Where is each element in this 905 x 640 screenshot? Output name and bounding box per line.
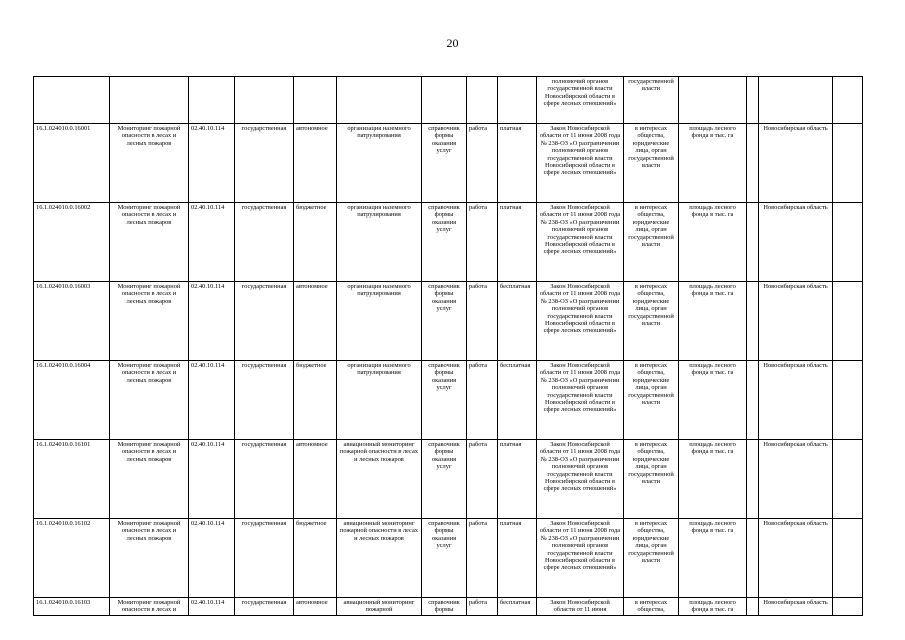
cell-empty (747, 282, 759, 361)
cell-legal-basis: полномочий органов государственной власти Новосибирской области в сфере лесных отношений» (537, 77, 624, 124)
cell-okved: 02.40.10.114 (189, 519, 235, 598)
cell-empty (747, 440, 759, 519)
cell-code: 16.1.024010.0.16001 (34, 124, 110, 203)
cell-service (110, 77, 189, 124)
cell-form: справочник формы оказания услуг (422, 519, 467, 598)
cell-institution-type: бюджетное (294, 203, 337, 282)
cell-indicator: площадь лесного фонда в тыс. га (679, 124, 747, 203)
table-row (34, 203, 863, 282)
cell-ownership: государственная (235, 282, 294, 361)
cell-ownership (235, 77, 294, 124)
cell-form: справочник формы оказания услуг (422, 440, 467, 519)
cell-ownership: государственная (235, 361, 294, 440)
cell-ownership: государственная (235, 598, 294, 616)
cell-empty (747, 598, 759, 616)
cell-okved: 02.40.10.114 (189, 440, 235, 519)
cell-legal-basis: Закон Новосибирской области от 11 июня 2008 года № 238-ОЗ «О разграничении полномочий органов государственной власти Новосибирской области в сфере лесных отношений» (537, 124, 624, 203)
cell-region: Новосибирская область (759, 598, 833, 616)
cell-legal-basis: Закон Новосибирской области от 11 июня 2008 года № 238-ОЗ «О разграничении полномочий органов государственной власти Новосибирской области в сфере лесных отношений» (537, 282, 624, 361)
cell-region: Новосибирская область (759, 124, 833, 203)
cell-institution-type: автономное (294, 598, 337, 616)
cell-okved: 02.40.10.114 (189, 361, 235, 440)
cell-code: 16.1.024010.0.16002 (34, 203, 110, 282)
cell-indicator: площадь лесного фонда в тыс. га (679, 203, 747, 282)
cell-payment: бесплатная (498, 598, 537, 616)
cell-okved: 02.40.10.114 (189, 282, 235, 361)
cell-empty (747, 519, 759, 598)
cell-service: Мониторинг пожарной опасности в лесах и лесных пожаров (110, 124, 189, 203)
cell-institution-type: автономное (294, 282, 337, 361)
cell-ownership: государственная (235, 440, 294, 519)
cell-form: справочник формы оказания услуг (422, 124, 467, 203)
cell-consumers: в интересах общества, юридические лица, орган государственной власти (624, 124, 679, 203)
cell-empty (833, 124, 863, 203)
cell-legal-basis: Закон Новосибирской области от 11 июня 2008 года № 238-ОЗ «О разграничении полномочий органов государственной власти Новосибирской области в сфере лесных отношений» (537, 440, 624, 519)
cell-okved: 02.40.10.114 (189, 598, 235, 616)
cell-region: Новосибирская область (759, 440, 833, 519)
cell-payment: платная (498, 203, 537, 282)
cell-service: Мониторинг пожарной опасности в лесах и лесных пожаров (110, 203, 189, 282)
cell-consumers: в интересах общества, (624, 598, 679, 616)
cell-code: 16.1.024010.0.16004 (34, 361, 110, 440)
cell-institution-type: автономное (294, 124, 337, 203)
table-row (34, 440, 863, 519)
cell-empty (833, 203, 863, 282)
cell-content: авиационный мониторинг пожарной (337, 598, 422, 616)
page-number: 20 (446, 36, 459, 50)
table-row (34, 124, 863, 203)
cell-ownership: государственная (235, 203, 294, 282)
cell-empty (833, 440, 863, 519)
cell-institution-type (294, 77, 337, 124)
cell-empty (747, 77, 759, 124)
cell-indicator: площадь лесного фонда в тыс. га (679, 598, 747, 616)
cell-content: организация наземного патрулирования (337, 361, 422, 440)
cell-empty (833, 282, 863, 361)
cell-legal-basis: Закон Новосибирской области от 11 июня (537, 598, 624, 616)
cell-form (422, 77, 467, 124)
cell-consumers: государственной власти (624, 77, 679, 124)
cell-payment (498, 77, 537, 124)
cell-content: организация наземного патрулирования (337, 282, 422, 361)
cell-payment: платная (498, 519, 537, 598)
cell-empty (833, 519, 863, 598)
cell-indicator: площадь лесного фонда в тыс. га (679, 519, 747, 598)
cell-content: авиационный мониторинг пожарной опасности в лесах и лесных пожаров (337, 440, 422, 519)
table-row (34, 519, 863, 598)
cell-service: Мониторинг пожарной опасности в лесах и лесных пожаров (110, 361, 189, 440)
cell-kind: работа (467, 519, 498, 598)
cell-kind: работа (467, 361, 498, 440)
cell-form: справочник формы оказания услуг (422, 361, 467, 440)
cell-ownership: государственная (235, 124, 294, 203)
cell-kind: работа (467, 124, 498, 203)
cell-content: организация наземного патрулирования (337, 124, 422, 203)
cell-institution-type: автономное (294, 440, 337, 519)
cell-ownership: государственная (235, 519, 294, 598)
cell-empty (833, 361, 863, 440)
cell-legal-basis: Закон Новосибирской области от 11 июня 2008 года № 238-ОЗ «О разграничении полномочий органов государственной власти Новосибирской области в сфере лесных отношений» (537, 203, 624, 282)
cell-code: 16.1.024010.0.16101 (34, 440, 110, 519)
cell-consumers: в интересах общества, юридические лица, орган государственной власти (624, 282, 679, 361)
cell-region: Новосибирская область (759, 519, 833, 598)
cell-legal-basis: Закон Новосибирской области от 11 июня 2008 года № 238-ОЗ «О разграничении полномочий органов государственной власти Новосибирской области в сфере лесных отношений» (537, 519, 624, 598)
table-row (34, 598, 863, 616)
cell-service: Мониторинг пожарной опасности в лесах и лесных пожаров (110, 440, 189, 519)
cell-region (759, 77, 833, 124)
table-row (34, 282, 863, 361)
cell-okved: 02.40.10.114 (189, 124, 235, 203)
cell-code: 16.1.024010.0.16003 (34, 282, 110, 361)
cell-indicator: площадь лесного фонда в тыс. га (679, 282, 747, 361)
cell-payment: платная (498, 440, 537, 519)
cell-payment: бесплатная (498, 361, 537, 440)
cell-indicator: площадь лесного фонда в тыс. га (679, 440, 747, 519)
cell-kind: работа (467, 440, 498, 519)
cell-empty (833, 598, 863, 616)
cell-form: справочник формы оказания услуг (422, 282, 467, 361)
cell-empty (747, 124, 759, 203)
cell-content (337, 77, 422, 124)
cell-indicator: площадь лесного фонда в тыс. га (679, 361, 747, 440)
cell-region: Новосибирская область (759, 203, 833, 282)
cell-consumers: в интересах общества, юридические лица, орган государственной власти (624, 361, 679, 440)
cell-consumers: в интересах общества, юридические лица, орган государственной власти (624, 203, 679, 282)
table-row-continuation (34, 77, 863, 124)
cell-institution-type: бюджетное (294, 361, 337, 440)
cell-empty (833, 77, 863, 124)
cell-form: справочник формы (422, 598, 467, 616)
cell-service: Мониторинг пожарной опасности в лесах и лесных пожаров (110, 519, 189, 598)
cell-payment: бесплатная (498, 282, 537, 361)
cell-kind (467, 77, 498, 124)
cell-indicator (679, 77, 747, 124)
cell-code: 16.1.024010.0.16102 (34, 519, 110, 598)
cell-kind: работа (467, 282, 498, 361)
services-table (33, 76, 863, 616)
cell-kind: работа (467, 598, 498, 616)
cell-payment: платная (498, 124, 537, 203)
cell-service: Мониторинг пожарной опасности в лесах и (110, 598, 189, 616)
cell-consumers: в интересах общества, юридические лица, орган государственной власти (624, 440, 679, 519)
cell-okved (189, 77, 235, 124)
cell-legal-basis: Закон Новосибирской области от 11 июня 2008 года № 238-ОЗ «О разграничении полномочий органов государственной власти Новосибирской области в сфере лесных отношений» (537, 361, 624, 440)
cell-content: организация наземного патрулирования (337, 203, 422, 282)
cell-institution-type: бюджетное (294, 519, 337, 598)
cell-code (34, 77, 110, 124)
cell-service: Мониторинг пожарной опасности в лесах и лесных пожаров (110, 282, 189, 361)
cell-empty (747, 361, 759, 440)
cell-code: 16.1.024010.0.16103 (34, 598, 110, 616)
cell-region: Новосибирская область (759, 282, 833, 361)
cell-empty (747, 203, 759, 282)
cell-kind: работа (467, 203, 498, 282)
cell-region: Новосибирская область (759, 361, 833, 440)
cell-content: авиационный мониторинг пожарной опасности в лесах и лесных пожаров (337, 519, 422, 598)
cell-form: справочник формы оказания услуг (422, 203, 467, 282)
cell-okved: 02.40.10.114 (189, 203, 235, 282)
cell-consumers: в интересах общества, юридические лица, орган государственной власти (624, 519, 679, 598)
table-row (34, 361, 863, 440)
